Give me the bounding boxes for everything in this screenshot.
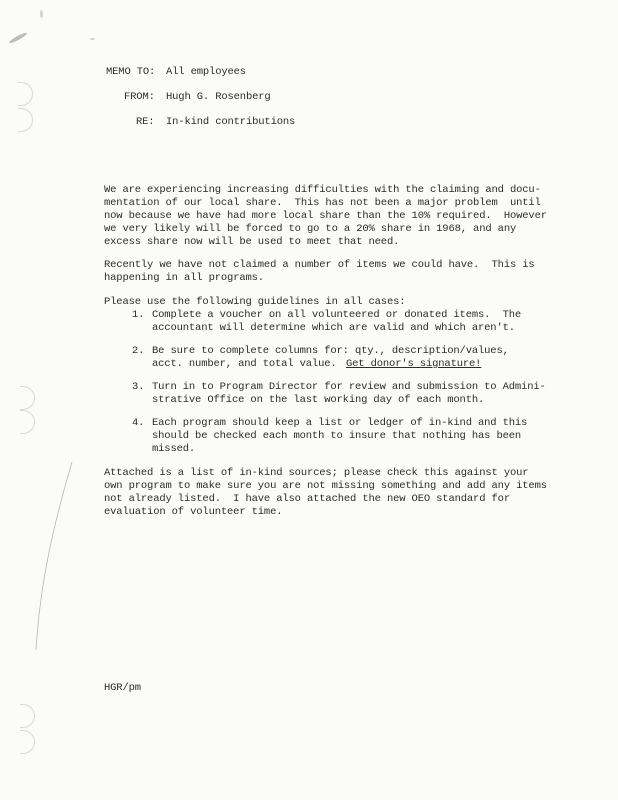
- body-line: not already listed. I have also attached the new OEO standard for: [104, 493, 510, 505]
- memo-from-label: FROM:: [124, 91, 155, 103]
- list-item-number: 3.: [132, 381, 145, 393]
- body-line: we very likely will be forced to go to a 20% share in 1968, and any: [104, 223, 517, 235]
- list-item-line: missed.: [152, 443, 196, 455]
- body-line: own program to make sure you are not missing something and add any items: [104, 480, 547, 492]
- guidelines-intro: Please use the following guidelines in all cases:: [104, 296, 406, 308]
- body-line: mentation of our local share. This has not been a major problem until: [104, 197, 541, 209]
- memo-to-value: All employees: [166, 66, 246, 78]
- body-line: evaluation of volunteer time.: [104, 506, 283, 518]
- list-item-number: 1.: [132, 309, 145, 321]
- body-line: happening in all programs.: [104, 272, 264, 284]
- list-item-line: Be sure to complete columns for: qty., description/values,: [152, 345, 509, 357]
- memo-re-label: RE:: [136, 116, 155, 128]
- list-item-line: accountant will determine which are valid and which aren't.: [152, 322, 515, 334]
- list-item-number: 4.: [132, 417, 145, 429]
- donor-signature-note: Get donor's signature!: [346, 358, 482, 370]
- memo-re-value: In-kind contributions: [166, 116, 296, 128]
- list-item-number: 2.: [132, 345, 145, 357]
- list-item-line: strative Office on the last working day of each month.: [152, 394, 485, 406]
- body-line: Attached is a list of in-kind sources; please check this against your: [104, 467, 529, 479]
- list-item-line: Turn in to Program Director for review and submission to Admini-: [152, 381, 546, 393]
- typist-initials: HGR/pm: [104, 682, 141, 694]
- list-item-line: Complete a voucher on all volunteered or donated items. The: [152, 309, 522, 321]
- memo-to-label: MEMO TO:: [106, 66, 156, 78]
- body-line: now because we have had more local share than the 10% required. However: [104, 210, 547, 222]
- body-line: excess share now will be used to meet that need.: [104, 236, 400, 248]
- memo-from-value: Hugh G. Rosenberg: [166, 91, 271, 103]
- list-item-line: Each program should keep a list or ledger of in-kind and this: [152, 417, 528, 429]
- list-item-line: acct. number, and total value.: [152, 358, 337, 370]
- body-line: We are experiencing increasing difficulties with the claiming and docu-: [104, 184, 541, 196]
- body-line: Recently we have not claimed a number of items we could have. This is: [104, 259, 535, 271]
- list-item-line: should be checked each month to insure that nothing has been: [152, 430, 522, 442]
